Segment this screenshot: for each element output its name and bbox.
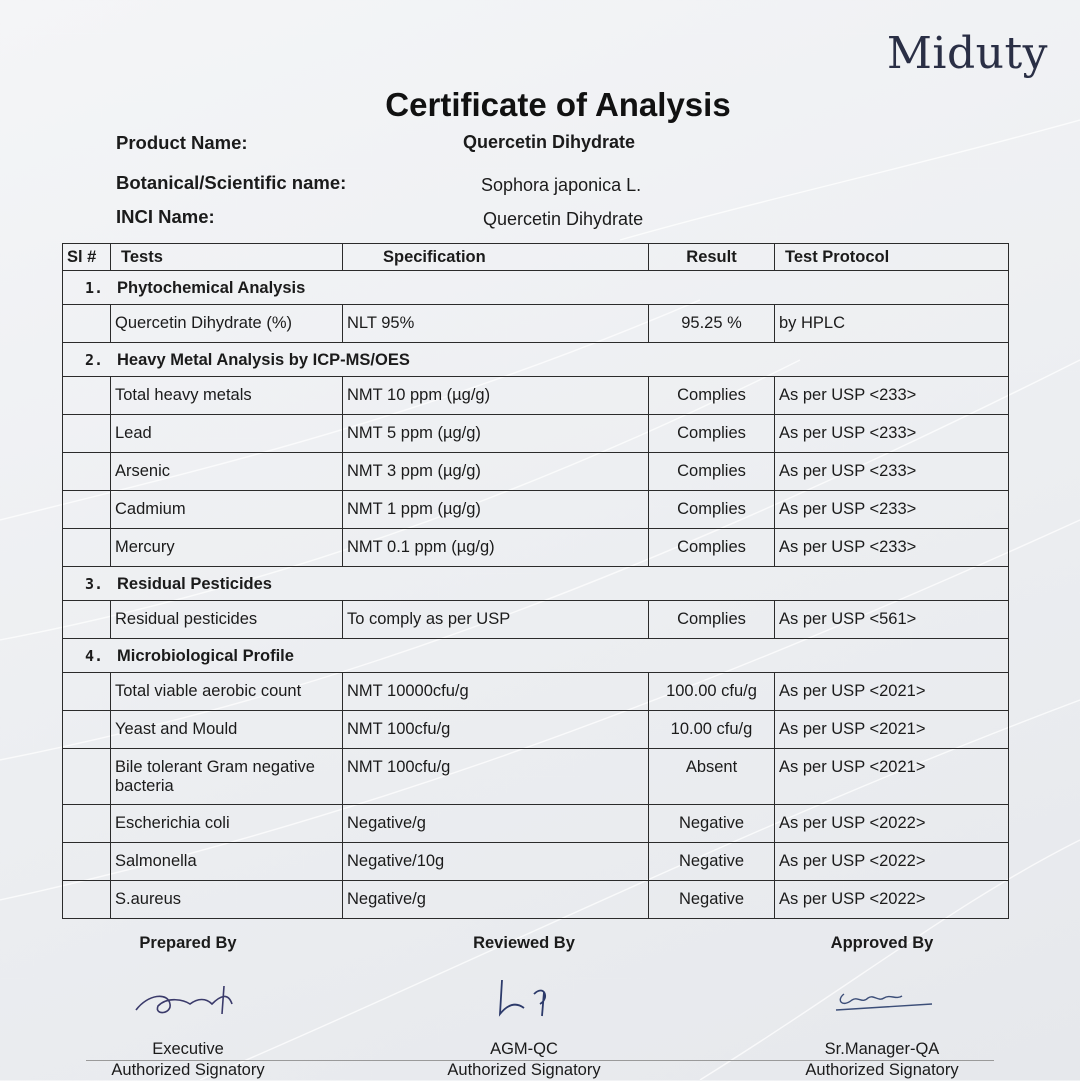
test-cell: S.aureus — [111, 881, 343, 919]
result-cell: Complies — [649, 415, 775, 453]
protocol-cell: As per USP <2022> — [775, 805, 1009, 843]
sl-cell — [63, 601, 111, 639]
table-row — [63, 601, 1009, 639]
protocol-cell: As per USP <2021> — [775, 711, 1009, 749]
section-number: 2. — [84, 351, 103, 369]
section-row — [63, 639, 1009, 673]
test-cell: Cadmium — [111, 491, 343, 529]
spec-cell: NMT 3 ppm (µg/g) — [343, 453, 649, 491]
result-cell: Complies — [649, 491, 775, 529]
header-sl: Sl # — [63, 244, 111, 271]
sl-cell — [63, 377, 111, 415]
botanical-name-value: Sophora japonica L. — [481, 175, 642, 195]
protocol-cell: As per USP <233> — [775, 415, 1009, 453]
approved-signature — [822, 974, 942, 1034]
result-cell: Absent — [649, 749, 775, 805]
sl-cell — [63, 305, 111, 343]
sl-cell — [63, 491, 111, 529]
header-tests: Tests — [111, 244, 343, 271]
test-cell: Bile tolerant Gram negative bacteria — [111, 749, 343, 805]
table-header-row — [63, 244, 1009, 271]
test-cell: Salmonella — [111, 843, 343, 881]
table-row — [63, 377, 1009, 415]
protocol-cell: As per USP <233> — [775, 453, 1009, 491]
section-title: Residual Pesticides — [117, 575, 272, 593]
test-cell: Quercetin Dihydrate (%) — [111, 305, 343, 343]
protocol-cell: As per USP <2021> — [775, 749, 1009, 805]
prepared-title: Authorized Signatory — [111, 1061, 265, 1079]
reviewed-by-block — [394, 934, 654, 1081]
table-row — [63, 749, 1009, 805]
sl-cell — [63, 415, 111, 453]
table-row — [63, 881, 1009, 919]
result-cell: 10.00 cfu/g — [649, 711, 775, 749]
spec-cell: NMT 1 ppm (µg/g) — [343, 491, 649, 529]
result-cell: Complies — [649, 453, 775, 491]
header-test-protocol: Test Protocol — [775, 244, 1009, 271]
test-cell: Escherichia coli — [111, 805, 343, 843]
section-row — [63, 343, 1009, 377]
analysis-table — [62, 243, 1009, 919]
spec-cell: NMT 10 ppm (µg/g) — [343, 377, 649, 415]
test-cell: Yeast and Mould — [111, 711, 343, 749]
approved-by-heading: Approved By — [830, 934, 934, 952]
section-title: Phytochemical Analysis — [117, 279, 306, 297]
result-cell: 100.00 cfu/g — [649, 673, 775, 711]
approved-by-block — [752, 934, 1012, 1081]
spec-cell: Negative/g — [343, 805, 649, 843]
spec-cell: NLT 95% — [343, 305, 649, 343]
brand-logo: Miduty — [886, 28, 1048, 79]
section-row — [63, 567, 1009, 601]
result-cell: Negative — [649, 805, 775, 843]
section-number: 1. — [84, 279, 103, 297]
spec-cell: NMT 0.1 ppm (µg/g) — [343, 529, 649, 567]
sl-cell — [63, 453, 111, 491]
sl-cell — [63, 749, 111, 805]
sl-cell — [63, 843, 111, 881]
sl-cell — [63, 673, 111, 711]
result-cell: Complies — [649, 377, 775, 415]
spec-cell: NMT 10000cfu/g — [343, 673, 649, 711]
header-specification: Specification — [343, 244, 649, 271]
spec-cell: NMT 100cfu/g — [343, 749, 649, 805]
table-row — [63, 415, 1009, 453]
sl-cell — [63, 529, 111, 567]
result-cell: Negative — [649, 843, 775, 881]
protocol-cell: by HPLC — [775, 305, 1009, 343]
test-cell: Lead — [111, 415, 343, 453]
prepared-by-heading: Prepared By — [139, 934, 237, 952]
spec-cell: To comply as per USP — [343, 601, 649, 639]
sl-cell — [63, 805, 111, 843]
section-number: 4. — [84, 647, 103, 665]
header-result: Result — [649, 244, 775, 271]
inci-name-label: INCI Name: — [116, 206, 215, 227]
product-name-value: Quercetin Dihydrate — [463, 132, 636, 152]
botanical-name-label: Botanical/Scientific name: — [116, 172, 347, 193]
spec-cell: Negative/g — [343, 881, 649, 919]
reviewed-signature — [464, 974, 584, 1034]
reviewed-title: Authorized Signatory — [447, 1061, 601, 1079]
protocol-cell: As per USP <233> — [775, 491, 1009, 529]
prepared-by-block — [58, 934, 318, 1081]
spec-cell: Negative/10g — [343, 843, 649, 881]
table-row — [63, 529, 1009, 567]
section-title: Heavy Metal Analysis by ICP-MS/OES — [117, 351, 410, 369]
result-cell: Complies — [649, 529, 775, 567]
inci-name-value: Quercetin Dihydrate — [483, 209, 644, 229]
spec-cell: NMT 5 ppm (µg/g) — [343, 415, 649, 453]
protocol-cell: As per USP <233> — [775, 377, 1009, 415]
protocol-cell: As per USP <2021> — [775, 673, 1009, 711]
test-cell: Total heavy metals — [111, 377, 343, 415]
prepared-signature — [128, 974, 248, 1034]
sl-cell — [63, 881, 111, 919]
prepared-role: Executive — [152, 1040, 224, 1058]
reviewed-role: AGM-QC — [490, 1040, 558, 1058]
result-cell: 95.25 % — [649, 305, 775, 343]
document-title: Certificate of Analysis — [385, 86, 731, 123]
protocol-cell: As per USP <233> — [775, 529, 1009, 567]
test-cell: Arsenic — [111, 453, 343, 491]
result-cell: Negative — [649, 881, 775, 919]
section-number: 3. — [84, 575, 103, 593]
table-row — [63, 673, 1009, 711]
section-title: Microbiological Profile — [117, 647, 294, 665]
protocol-cell: As per USP <2022> — [775, 881, 1009, 919]
result-cell: Complies — [649, 601, 775, 639]
section-row — [63, 271, 1009, 305]
table-row — [63, 305, 1009, 343]
test-cell: Mercury — [111, 529, 343, 567]
protocol-cell: As per USP <2022> — [775, 843, 1009, 881]
sl-cell — [63, 711, 111, 749]
test-cell: Total viable aerobic count — [111, 673, 343, 711]
test-cell: Residual pesticides — [111, 601, 343, 639]
footer-divider — [86, 1060, 994, 1061]
spec-cell: NMT 100cfu/g — [343, 711, 649, 749]
approved-role: Sr.Manager-QA — [824, 1040, 940, 1058]
reviewed-by-heading: Reviewed By — [473, 934, 575, 952]
table-row — [63, 843, 1009, 881]
table-row — [63, 711, 1009, 749]
product-name-label: Product Name: — [116, 132, 248, 153]
protocol-cell: As per USP <561> — [775, 601, 1009, 639]
table-row — [63, 805, 1009, 843]
table-row — [63, 491, 1009, 529]
approved-title: Authorized Signatory — [805, 1061, 959, 1079]
table-row — [63, 453, 1009, 491]
